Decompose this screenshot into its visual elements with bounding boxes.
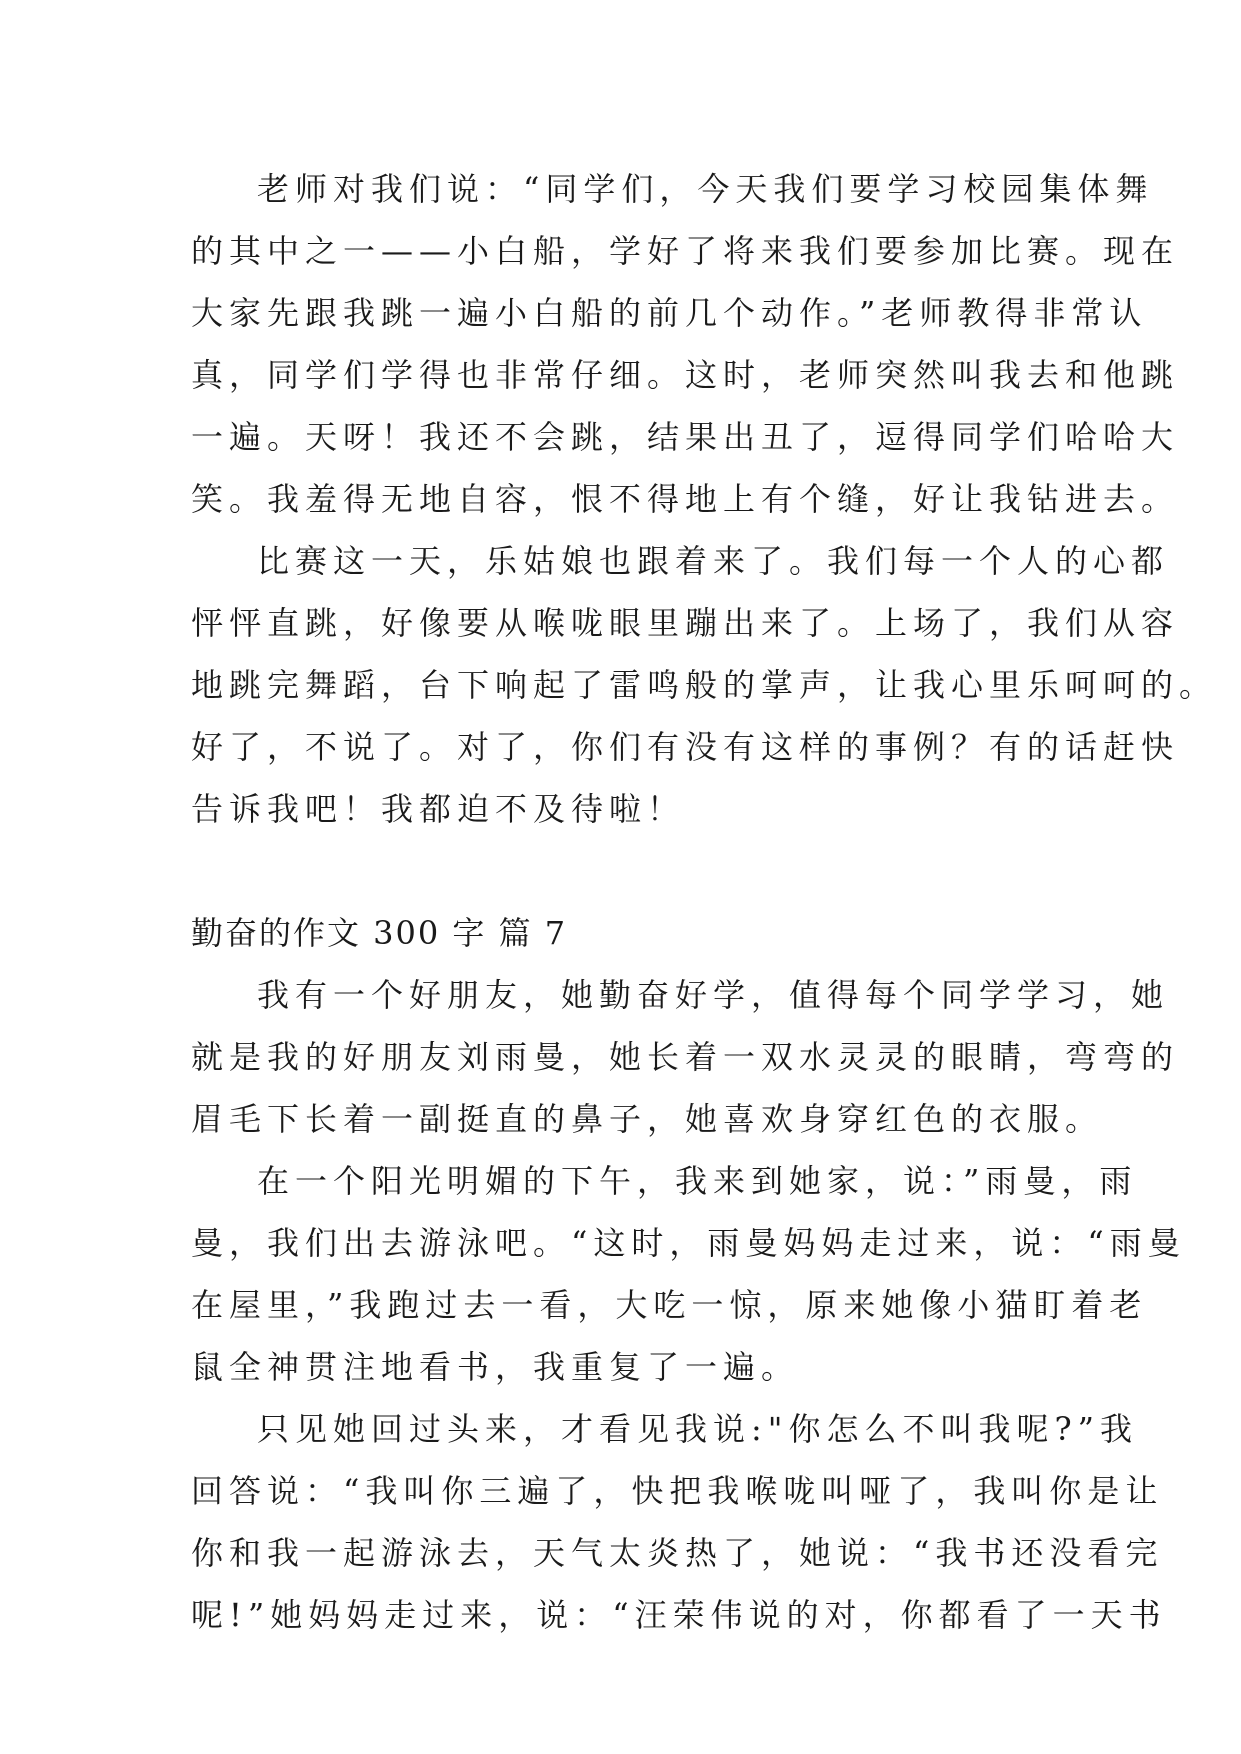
document-body <box>191 158 1218 1646</box>
text-line: 就是我的好朋友刘雨曼，她长着一双水灵灵的眼睛，弯弯的 <box>191 1038 1180 1076</box>
text-line: 我有一个好朋友，她勤奋好学，值得每个同学学习，她 <box>257 976 1170 1014</box>
text-line: 地跳完舞蹈，台下响起了雷鸣般的掌声，让我心里乐呵呵的。 <box>191 666 1218 704</box>
text-line: 你和我一起游泳去，天气太炎热了，她说：“我书还没看完 <box>191 1534 1164 1572</box>
text-line: 回答说：“我叫你三遍了，快把我喉咙叫哑了，我叫你是让 <box>191 1472 1164 1510</box>
text-line: 老师对我们说：“同学们，今天我们要学习校园集体舞 <box>257 170 1154 208</box>
section-heading: 勤奋的作文 300 字 篇 7 <box>191 914 568 952</box>
text-line: 真，同学们学得也非常仔细。这时，老师突然叫我去和他跳 <box>191 356 1180 394</box>
text-line: 告诉我吧！我都迫不及待啦！ <box>191 790 686 828</box>
text-line: 眉毛下长着一副挺直的鼻子，她喜欢身穿红色的衣服。 <box>191 1100 1104 1138</box>
text-line: 大家先跟我跳一遍小白船的前几个动作。”老师教得非常认 <box>191 294 1148 332</box>
text-line: 在屋里，”我跑过去一看，大吃一惊，原来她像小猫盯着老 <box>191 1286 1148 1324</box>
text-line: 曼，我们出去游泳吧。“这时，雨曼妈妈走过来，说：“雨曼 <box>191 1224 1186 1262</box>
paragraph-2 <box>191 530 1218 840</box>
text-line: 一遍。天呀！我还不会跳，结果出丑了，逗得同学们哈哈大 <box>191 418 1180 456</box>
text-line: 在一个阳光明媚的下午，我来到她家，说：”雨曼，雨 <box>257 1162 1138 1200</box>
section-spacer <box>191 840 1071 902</box>
text-line: 比赛这一天，乐姑娘也跟着来了。我们每一个人的心都 <box>257 542 1170 580</box>
paragraph-1 <box>191 158 1180 530</box>
paragraph-4 <box>191 1150 1186 1398</box>
text-line: 怦怦直跳，好像要从喉咙眼里蹦出来了。上场了，我们从容 <box>191 604 1180 642</box>
text-line: 好了，不说了。对了，你们有没有这样的事例？有的话赶快 <box>191 728 1180 766</box>
text-line: 只见她回过头来，才看见我说:"你怎么不叫我呢?”我 <box>257 1410 1139 1448</box>
text-line: 呢!”她妈妈走过来，说：“汪荣伟说的对，你都看了一天书 <box>191 1596 1167 1634</box>
text-line: 的其中之一——小白船，学好了将来我们要参加比赛。现在 <box>191 232 1180 270</box>
text-line: 笑。我羞得无地自容，恨不得地上有个缝，好让我钻进去。 <box>191 480 1180 518</box>
paragraph-3 <box>191 964 1180 1150</box>
paragraph-5 <box>191 1398 1167 1646</box>
text-line: 鼠全神贯注地看书，我重复了一遍。 <box>191 1348 800 1386</box>
